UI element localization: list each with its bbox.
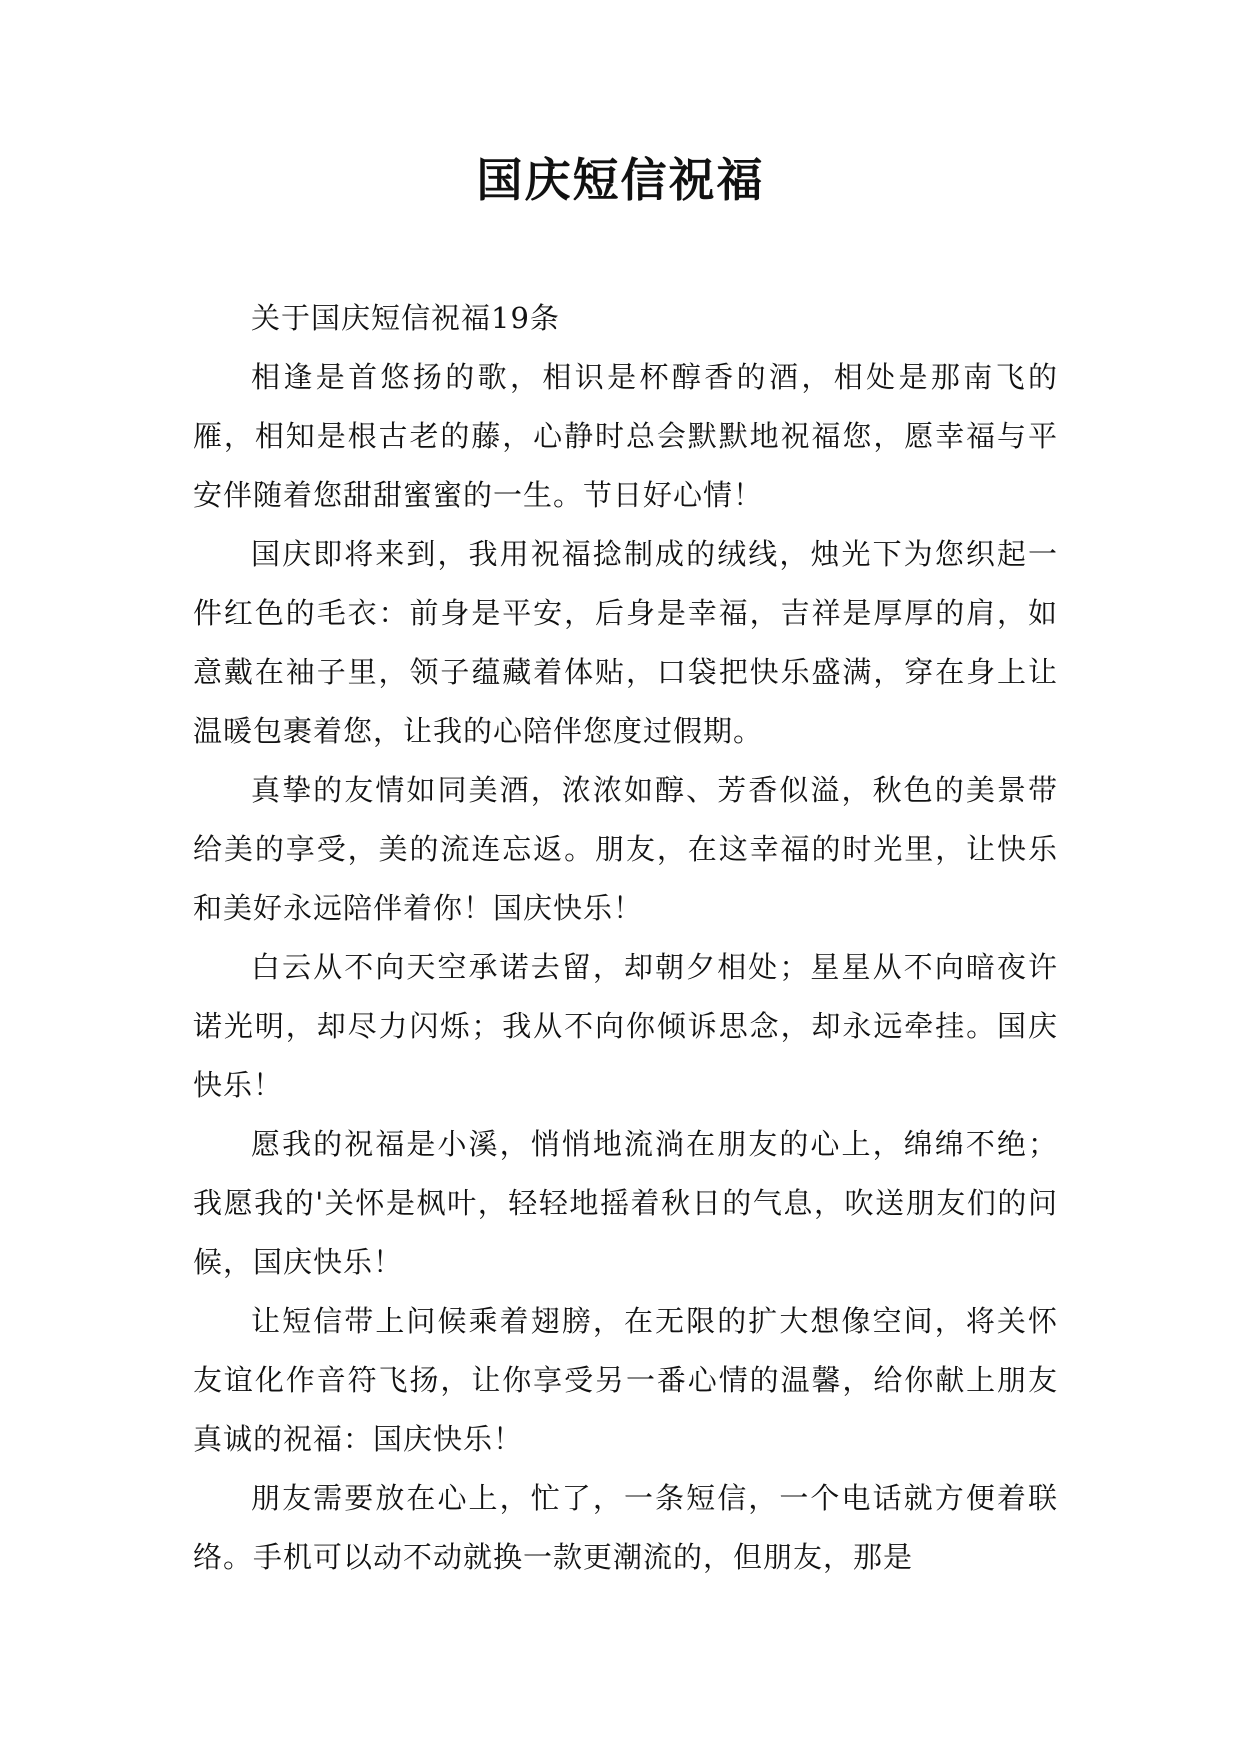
paragraph: 让短信带上问候乘着翅膀，在无限的扩大想像空间，将关怀友谊化作音符飞扬，让你享受另一番心情的温馨，给你献上朋友真诚的祝福：国庆快乐！ — [193, 1304, 1058, 1456]
paragraph: 国庆即将来到，我用祝福捻制成的绒线，烛光下为您织起一件红色的毛衣：前身是平安，后身是幸福，吉祥是厚厚的肩，如意戴在袖子里，领子蕴藏着体贴，口袋把快乐盛满，穿在身上让温暖包裹着您，让我的心陪伴您度过假期。 — [193, 537, 1058, 748]
paragraph: 愿我的祝福是小溪，悄悄地流淌在朋友的心上，绵绵不绝；我愿我的'关怀是枫叶，轻轻地摇着秋日的气息，吹送朋友们的问候，国庆快乐！ — [193, 1127, 1058, 1279]
document-title: 国庆短信祝福 — [476, 153, 765, 207]
paragraph: 白云从不向天空承诺去留，却朝夕相处；星星从不向暗夜许诺光明，却尽力闪烁；我从不向你倾诉思念，却永远牵挂。国庆快乐！ — [193, 950, 1058, 1102]
paragraph-intro: 关于国庆短信祝福19条 — [251, 301, 560, 335]
paragraph: 相逢是首悠扬的歌，相识是杯醇香的酒，相处是那南飞的雁，相知是根古老的藤，心静时总会默默地祝福您，愿幸福与平安伴随着您甜甜蜜蜜的一生。节日好心情！ — [193, 360, 1058, 512]
paragraph-continued: 朋友需要放在心上，忙了，一条短信，一个电话就方便着联络。手机可以动不动就换一款更潮流的，但朋友，那是 — [193, 1481, 1058, 1574]
document-body — [193, 289, 1058, 1587]
paragraph: 真挚的友情如同美酒，浓浓如醇、芳香似溢，秋色的美景带给美的享受，美的流连忘返。朋友，在这幸福的时光里，让快乐和美好永远陪伴着你！国庆快乐！ — [193, 773, 1058, 925]
